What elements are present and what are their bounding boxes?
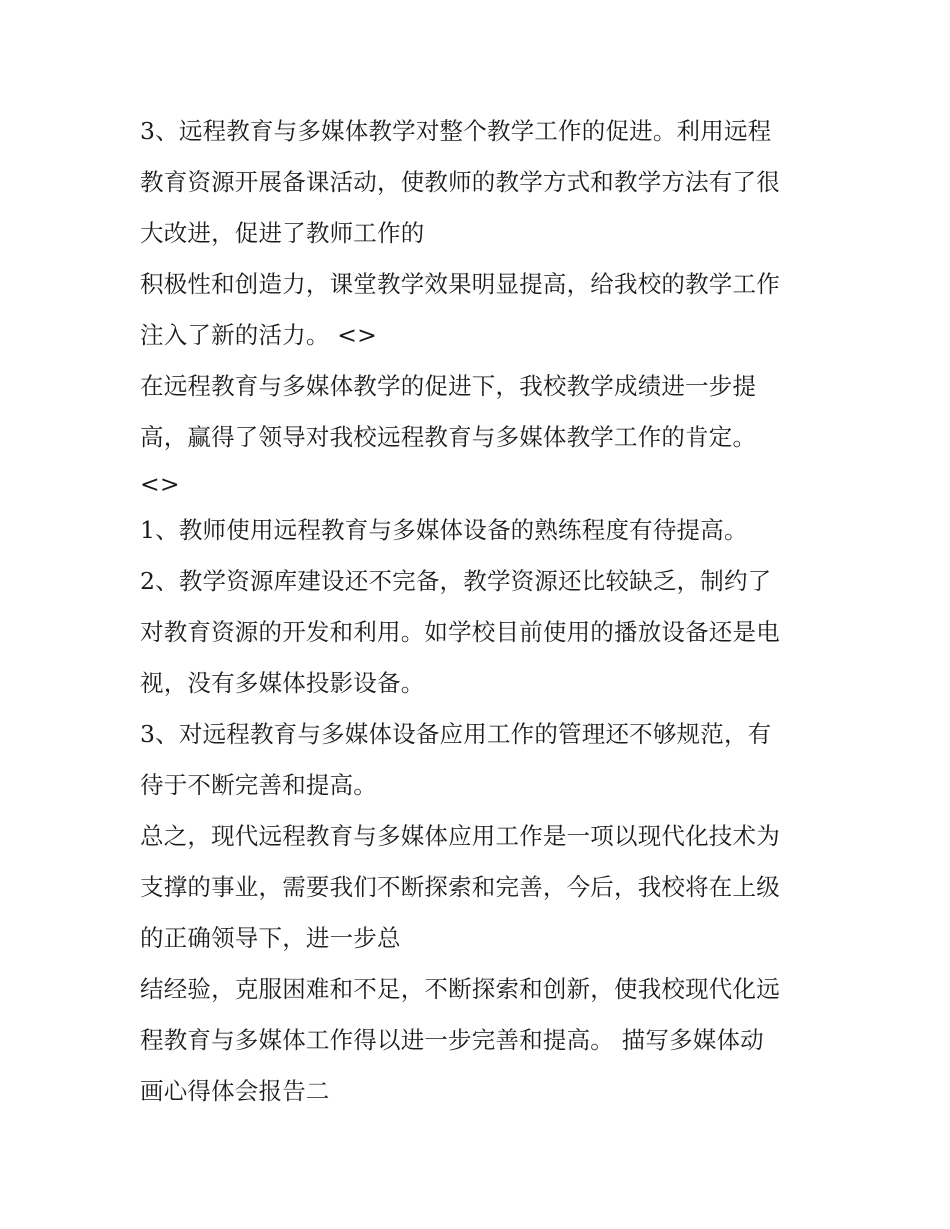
text-line: 大改进，促进了教师工作的 — [140, 219, 425, 247]
text-line: 2、教学资源库建设还不完备，教学资源还比较缺乏，制约了 — [140, 567, 772, 595]
text-line: 教育资源开展备课活动，使教师的教学方式和教学方法有了很 — [140, 168, 780, 196]
text-line: 1、教师使用远程教育与多媒体设备的熟练程度有待提高。 — [140, 516, 748, 544]
text-line: 3、远程教育与多媒体教学对整个教学工作的促进。利用远程 — [140, 117, 772, 145]
text-line: 支撑的事业，需要我们不断探索和完善，今后，我校将在上级 — [140, 873, 780, 901]
text-line: 积极性和创造力，课堂教学效果明显提高，给我校的教学工作 — [140, 270, 780, 298]
text-line: 待于不断完善和提高。 — [140, 771, 377, 799]
text-line: 总之，现代远程教育与多媒体应用工作是一项以现代化技术为 — [140, 822, 780, 850]
text-line: 视，没有多媒体投影设备。 — [140, 669, 425, 697]
text-line: 结经验，克服困难和不足，不断探索和创新，使我校现代化远 — [140, 975, 780, 1003]
text-line: 程教育与多媒体工作得以进一步完善和提高。 描写多媒体动 — [140, 1026, 764, 1054]
text-line: 高，赢得了领导对我校远程教育与多媒体教学工作的肯定。 — [140, 423, 757, 451]
document-body — [140, 106, 820, 1117]
text-line: 对教育资源的开发和利用。如学校目前使用的播放设备还是电 — [140, 618, 780, 646]
text-line: 注入了新的活力。 <> — [140, 321, 378, 349]
text-line: 3、对远程教育与多媒体设备应用工作的管理还不够规范，有 — [140, 720, 772, 748]
text-line: 在远程教育与多媒体教学的促进下，我校教学成绩进一步提 — [140, 372, 757, 400]
text-line: 的正确领导下，进一步总 — [140, 924, 401, 952]
text-line: <> — [140, 470, 180, 498]
text-line: 画心得体会报告二 — [140, 1077, 330, 1105]
